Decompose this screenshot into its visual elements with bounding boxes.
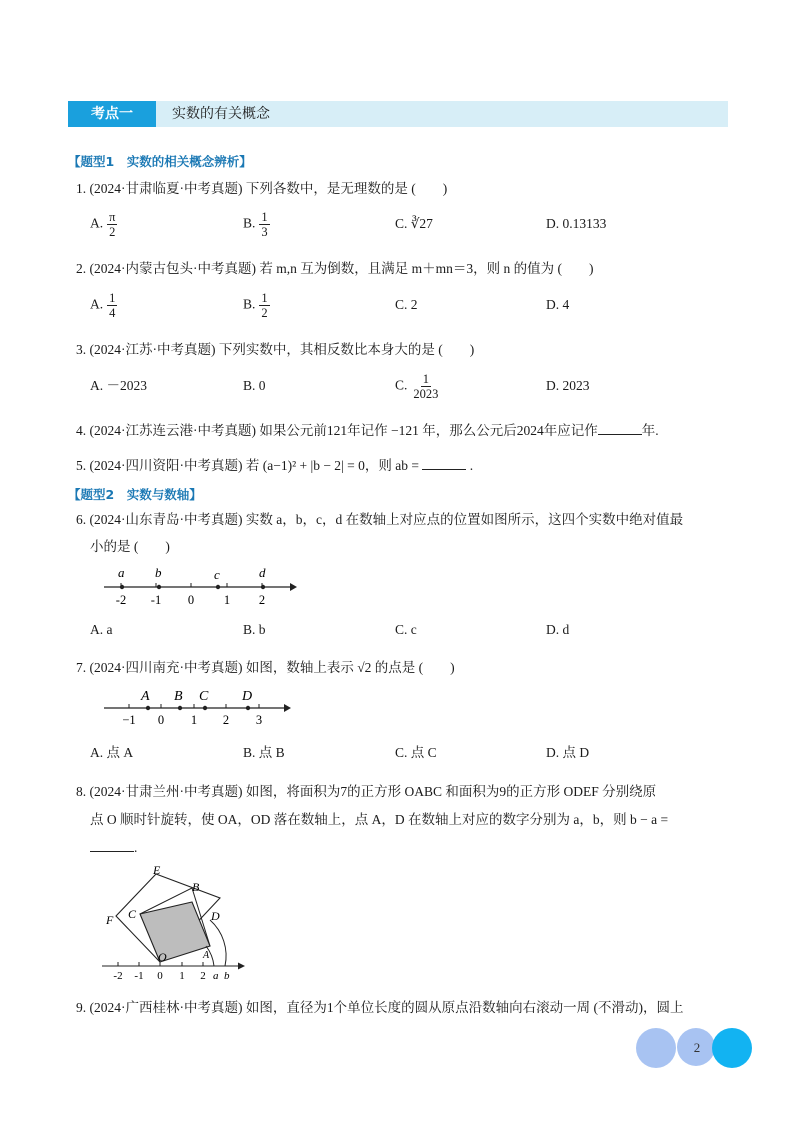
q1-option-d[interactable] xyxy=(546,214,606,234)
denominator: 3 xyxy=(261,225,268,239)
q6-option-a[interactable]: A. a xyxy=(90,622,113,637)
denominator: 2023 xyxy=(413,387,439,401)
label-C: C xyxy=(199,689,209,704)
tick-label: -2 xyxy=(115,593,127,607)
option-prefix: A. xyxy=(90,215,104,231)
label-d: d xyxy=(259,565,266,580)
point-D xyxy=(246,706,250,710)
denominator: 2 xyxy=(109,225,116,239)
question-3-stem: 3. (2024·江苏·中考真题) 下列实数中，其相反数比本身大的是 ( ) xyxy=(76,342,475,357)
question-6-stem-line1: 6. (2024·山东青岛·中考真题) 实数 a，b，c，d 在数轴上对应点的位置如图所示，这四个实数中绝对值最 xyxy=(76,512,684,527)
question-5-tail: . xyxy=(469,458,474,473)
question-2-stem: 2. (2024·内蒙古包头·中考真题) 若 m,n 互为倒数，且满足 m＋mn＝3，则 n 的值为 ( ) xyxy=(76,261,594,276)
point-b xyxy=(157,585,161,589)
question-5 xyxy=(76,456,473,476)
page-number: 2 xyxy=(693,1040,701,1055)
axis-arrow xyxy=(290,583,297,591)
label-D: D xyxy=(242,689,253,704)
tick-label: 1 xyxy=(190,713,198,727)
q7-option-d[interactable]: D. 点 D xyxy=(546,745,590,760)
tick-label: 1 xyxy=(179,970,185,982)
option-prefix: C. xyxy=(395,377,408,393)
question-1-stem: 1. (2024·甘肃临夏·中考真题) 下列各数中，是无理数的是 ( ) xyxy=(76,181,448,196)
label-B: B xyxy=(192,880,200,894)
numerator: 1 xyxy=(109,291,116,305)
label-F: F xyxy=(106,913,114,927)
tick-label: -1 xyxy=(150,593,162,607)
question-5-stem: 5. (2024·四川资阳·中考真题) 若 (a−1)² + |b − 2| = 0，则 ab = xyxy=(76,458,419,473)
point-d xyxy=(261,585,265,589)
fraction xyxy=(411,372,440,401)
tick-label: 0 xyxy=(187,593,195,607)
option-prefix: B. xyxy=(243,296,256,312)
numerator: 1 xyxy=(261,291,268,305)
point-C xyxy=(203,706,207,710)
question-9-stem: 9. (2024·广西桂林·中考真题) 如图，直径为1个单位长度的圆从原点沿数轴向右滚动一周 (不滑动)，圆上 xyxy=(76,1000,684,1015)
label-a: a xyxy=(118,565,125,580)
label-C: C xyxy=(128,907,137,921)
numerator: 1 xyxy=(422,372,430,386)
q6-option-b[interactable]: B. b xyxy=(243,622,266,637)
q6-option-c[interactable]: C. c xyxy=(395,622,417,637)
q8-squares-figure xyxy=(98,858,248,982)
option-text: ∛27 xyxy=(410,216,433,231)
point-A xyxy=(146,706,150,710)
option-text: 0.13133 xyxy=(562,216,607,231)
label-D: D xyxy=(211,909,220,923)
tick-label: 1 xyxy=(223,593,231,607)
answer-blank[interactable] xyxy=(90,839,134,852)
section-heading-1: 【题型1 实数的相关概念辨析】 xyxy=(68,154,252,169)
point-c xyxy=(216,585,220,589)
section-heading-2: 【题型2 实数与数轴】 xyxy=(68,487,202,502)
label-E: E xyxy=(153,863,161,877)
question-7-stem: 7. (2024·四川南充·中考真题) 如图，数轴上表示 √2 的点是 ( ) xyxy=(76,660,455,675)
question-4-tail: 年. xyxy=(641,423,659,438)
question-8-stem-line2: 点 O 顺时针旋转，使 OA，OD 落在数轴上，点 A，D 在数轴上对应的数字分别为 a，b，则 b − a = xyxy=(90,812,669,827)
question-8-tail: . xyxy=(134,840,138,855)
tick-label: 0 xyxy=(157,970,163,982)
numerator: 1 xyxy=(261,210,268,224)
tick-label: −1 xyxy=(122,713,136,727)
point-B xyxy=(178,706,182,710)
fraction xyxy=(259,291,269,320)
label-b: b xyxy=(224,970,230,982)
q3-option-a[interactable]: A. －2023 xyxy=(90,378,147,393)
label-A: A xyxy=(141,689,150,704)
denominator: 2 xyxy=(261,306,268,320)
q2-option-c[interactable]: C. 2 xyxy=(395,297,418,312)
q1-option-b[interactable] xyxy=(243,210,270,239)
q3-option-b[interactable]: B. 0 xyxy=(243,378,266,393)
page-decoration-circle xyxy=(712,1028,752,1068)
denominator: 4 xyxy=(109,306,116,320)
tick-label: 2 xyxy=(222,713,230,727)
tick-label: 2 xyxy=(258,593,266,607)
axis-arrow xyxy=(284,704,291,712)
fraction xyxy=(107,291,117,320)
q7-option-b[interactable]: B. 点 B xyxy=(243,745,285,760)
q7-number-line xyxy=(98,684,298,730)
label-c: c xyxy=(214,567,220,582)
option-prefix: D. xyxy=(546,216,560,231)
q2-option-d[interactable]: D. 4 xyxy=(546,297,570,312)
tick-label: 2 xyxy=(200,970,206,982)
question-8-stem-line3 xyxy=(90,838,137,858)
tick-label: 0 xyxy=(157,713,165,727)
page-decoration-circle xyxy=(636,1028,676,1068)
option-prefix: A. xyxy=(90,296,104,312)
q6-number-line xyxy=(98,562,303,610)
tick-label: -2 xyxy=(113,970,123,982)
label-O: O xyxy=(158,950,167,964)
question-6-stem-line2: 小的是 ( ) xyxy=(90,539,170,554)
label-b: b xyxy=(155,565,162,580)
q3-option-d[interactable]: D. 2023 xyxy=(546,378,590,393)
option-prefix: C. xyxy=(395,216,408,231)
q3-option-c[interactable] xyxy=(395,372,440,401)
topic-tag: 考点一 xyxy=(68,101,156,127)
q1-option-c[interactable] xyxy=(395,214,433,234)
topic-title: 实数的有关概念 xyxy=(172,106,270,122)
tick-label: -1 xyxy=(134,970,144,982)
question-4 xyxy=(76,421,659,441)
question-4-stem: 4. (2024·江苏连云港·中考真题) 如果公元前121年记作 −121 年，那么公元后2024年应记作 xyxy=(76,423,598,438)
answer-blank[interactable] xyxy=(598,422,642,435)
q2-option-a[interactable] xyxy=(90,291,117,320)
fraction xyxy=(107,210,117,239)
label-a: a xyxy=(213,970,219,982)
point-a xyxy=(120,585,124,589)
tick-label: 3 xyxy=(255,713,263,727)
q7-option-a[interactable]: A. 点 A xyxy=(90,745,134,760)
numerator: π xyxy=(109,210,116,224)
axis-arrow xyxy=(238,963,245,970)
label-A: A xyxy=(203,950,210,961)
label-B: B xyxy=(174,689,183,704)
q1-option-a[interactable] xyxy=(90,210,117,239)
q2-option-b[interactable] xyxy=(243,291,270,320)
option-prefix: B. xyxy=(243,215,256,231)
answer-blank[interactable] xyxy=(422,457,466,470)
fraction xyxy=(259,210,269,239)
question-8-stem-line1: 8. (2024·甘肃兰州·中考真题) 如图，将面积为7的正方形 OABC 和面积为9的正方形 ODEF 分别绕原 xyxy=(76,784,657,799)
q7-option-c[interactable]: C. 点 C xyxy=(395,745,437,760)
q6-option-d[interactable]: D. d xyxy=(546,622,570,637)
topic-banner xyxy=(68,101,728,127)
